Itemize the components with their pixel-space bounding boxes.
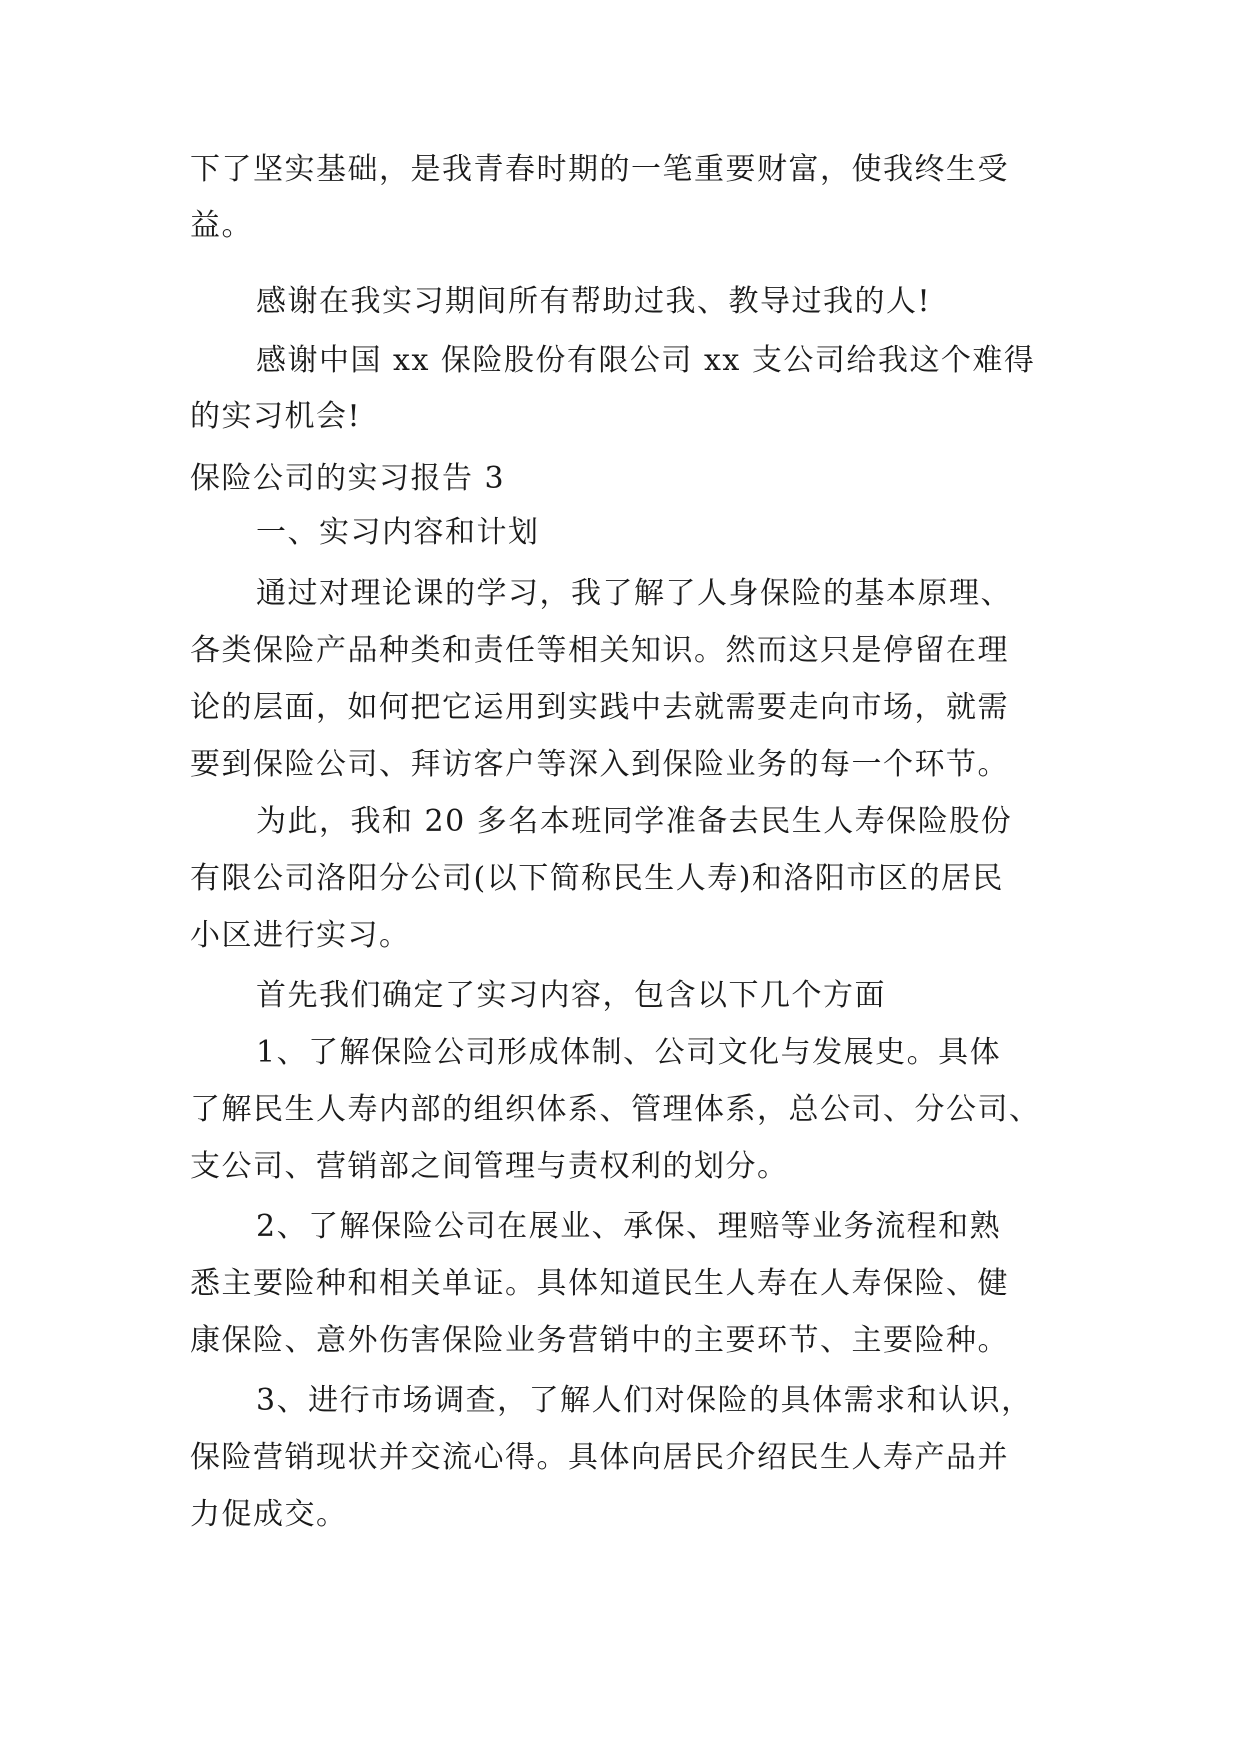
- section-heading: 保险公司的实习报告 3: [190, 461, 506, 496]
- text-line: 康保险、意外伤害保险业务营销中的主要环节、主要险种。: [190, 1323, 1009, 1358]
- text-line: 感谢在我实习期间所有帮助过我、教导过我的人!: [256, 284, 932, 319]
- text-line: 小区进行实习。: [190, 918, 411, 953]
- text-line: 1、了解保险公司形成体制、公司文化与发展史。具体: [256, 1035, 1002, 1070]
- text-line: 感谢中国 xx 保险股份有限公司 xx 支公司给我这个难得: [256, 343, 1036, 378]
- text-line: 有限公司洛阳分公司(以下简称民生人寿)和洛阳市区的居民: [190, 861, 1004, 896]
- text-line: 要到保险公司、拜访客户等深入到保险业务的每一个环节。: [190, 747, 1009, 782]
- text-line: 益。: [190, 208, 253, 243]
- text-line: 2、了解保险公司在展业、承保、理赔等业务流程和熟: [256, 1209, 1002, 1244]
- text-line: 的实习机会!: [190, 399, 362, 434]
- text-line: 为此，我和 20 多名本班同学准备去民生人寿保险股份: [256, 804, 1013, 839]
- text-line: 3、进行市场调查，了解人们对保险的具体需求和认识，: [256, 1383, 1033, 1418]
- text-line: 了解民生人寿内部的组织体系、管理体系，总公司、分公司、: [190, 1092, 1041, 1127]
- text-line: 首先我们确定了实习内容，包含以下几个方面: [256, 978, 886, 1013]
- text-line: 力促成交。: [190, 1497, 348, 1532]
- text-line: 论的层面，如何把它运用到实践中去就需要走向市场，就需: [190, 690, 1009, 725]
- text-line: 支公司、营销部之间管理与责权利的划分。: [190, 1149, 789, 1184]
- text-line: 下了坚实基础，是我青春时期的一笔重要财富，使我终生受: [190, 152, 1009, 187]
- text-line: 各类保险产品种类和责任等相关知识。然而这只是停留在理: [190, 633, 1009, 668]
- text-line: 悉主要险种和相关单证。具体知道民生人寿在人寿保险、健: [190, 1266, 1009, 1301]
- subsection-heading: 一、实习内容和计划: [256, 515, 540, 550]
- text-line: 保险营销现状并交流心得。具体向居民介绍民生人寿产品并: [190, 1440, 1009, 1475]
- text-line: 通过对理论课的学习，我了解了人身保险的基本原理、: [256, 576, 1012, 611]
